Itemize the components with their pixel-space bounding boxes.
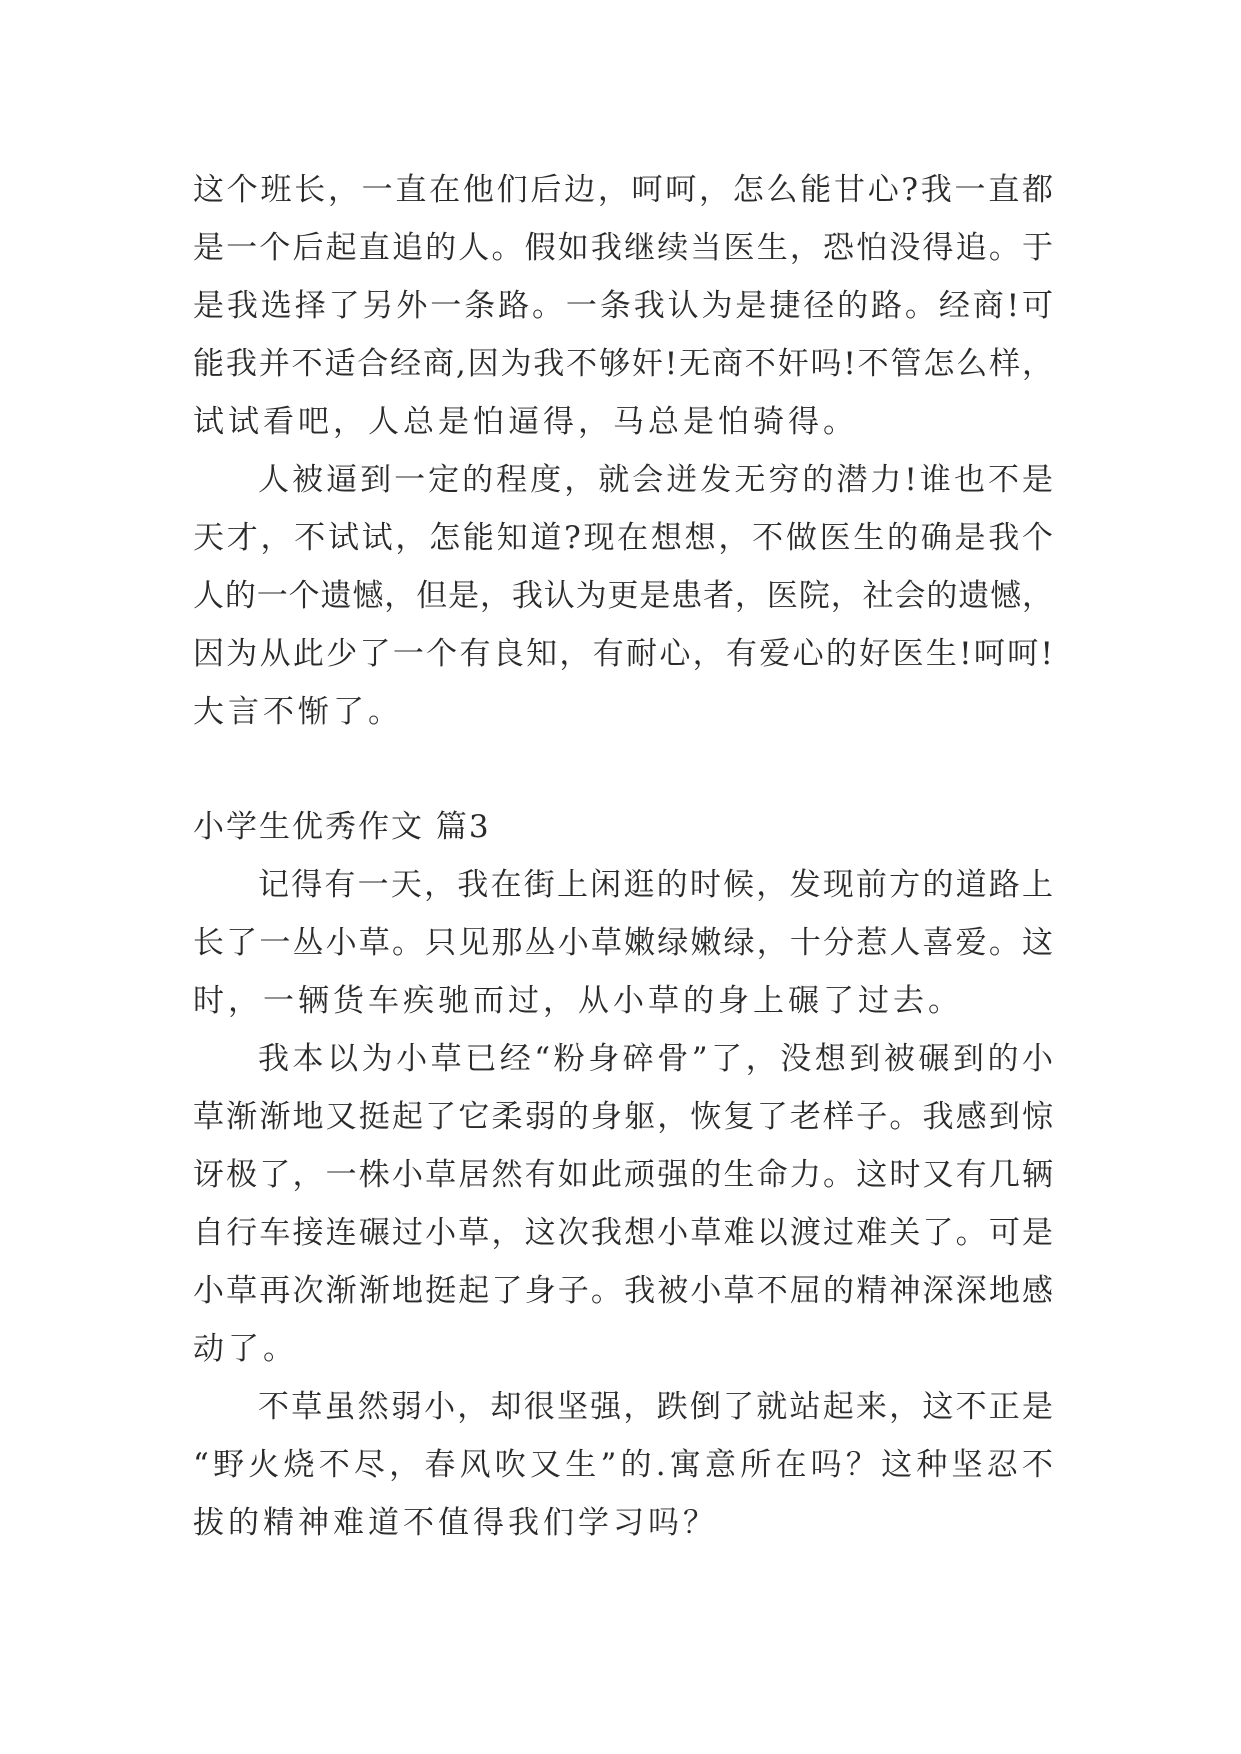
text-line: 人的一个遗憾，但是，我认为更是患者，医院，社会的遗憾， [193, 578, 1053, 614]
text-line: 天才，不试试，怎能知道?现在想想，不做医生的确是我个 [193, 520, 1053, 556]
text-line: “野火烧不尽，春风吹又生”的.寓意所在吗？这种坚忍不 [193, 1447, 1053, 1483]
text-line: 时，一辆货车疾驰而过，从小草的身上碾了过去。 [193, 983, 963, 1019]
paragraph-first-line: 我本以为小草已经“粉身碎骨”了，没想到被碾到的小 [258, 1041, 1053, 1077]
text-line: 大言不惭了。 [193, 694, 403, 730]
text-line: 讶极了，一株小草居然有如此顽强的生命力。这时又有几辆 [193, 1157, 1053, 1193]
paragraph-first-line: 不草虽然弱小，却很坚强，跌倒了就站起来，这不正是 [258, 1389, 1053, 1425]
text-line: 试试看吧，人总是怕逼得，马总是怕骑得。 [193, 404, 858, 440]
text-line: 小草再次渐渐地挺起了身子。我被小草不屈的精神深深地感 [193, 1273, 1053, 1309]
text-line: 是我选择了另外一条路。一条我认为是捷径的路。经商!可 [193, 288, 1053, 324]
paragraph-first-line: 人被逼到一定的程度，就会迸发无穷的潜力!谁也不是 [258, 462, 1053, 498]
text-line: 因为从此少了一个有良知，有耐心，有爱心的好医生!呵呵! [193, 636, 1053, 672]
text-line: 草渐渐地又挺起了它柔弱的身躯，恢复了老样子。我感到惊 [193, 1099, 1053, 1135]
section-heading: 小学生优秀作文 篇3 [193, 809, 491, 845]
text-line: 动了。 [193, 1331, 298, 1367]
text-line: 自行车接连碾过小草，这次我想小草难以渡过难关了。可是 [193, 1215, 1053, 1251]
text-line: 这个班长，一直在他们后边，呵呵，怎么能甘心?我一直都 [193, 172, 1053, 208]
paragraph-first-line: 记得有一天，我在街上闲逛的时候，发现前方的道路上 [258, 867, 1053, 903]
text-line: 能我并不适合经商,因为我不够奸!无商不奸吗!不管怎么样， [193, 346, 1053, 382]
text-line: 是一个后起直追的人。假如我继续当医生，恐怕没得追。于 [193, 230, 1053, 266]
text-line: 拔的精神难道不值得我们学习吗？ [193, 1505, 718, 1541]
text-line: 长了一丛小草。只见那丛小草嫩绿嫩绿，十分惹人喜爱。这 [193, 925, 1053, 961]
